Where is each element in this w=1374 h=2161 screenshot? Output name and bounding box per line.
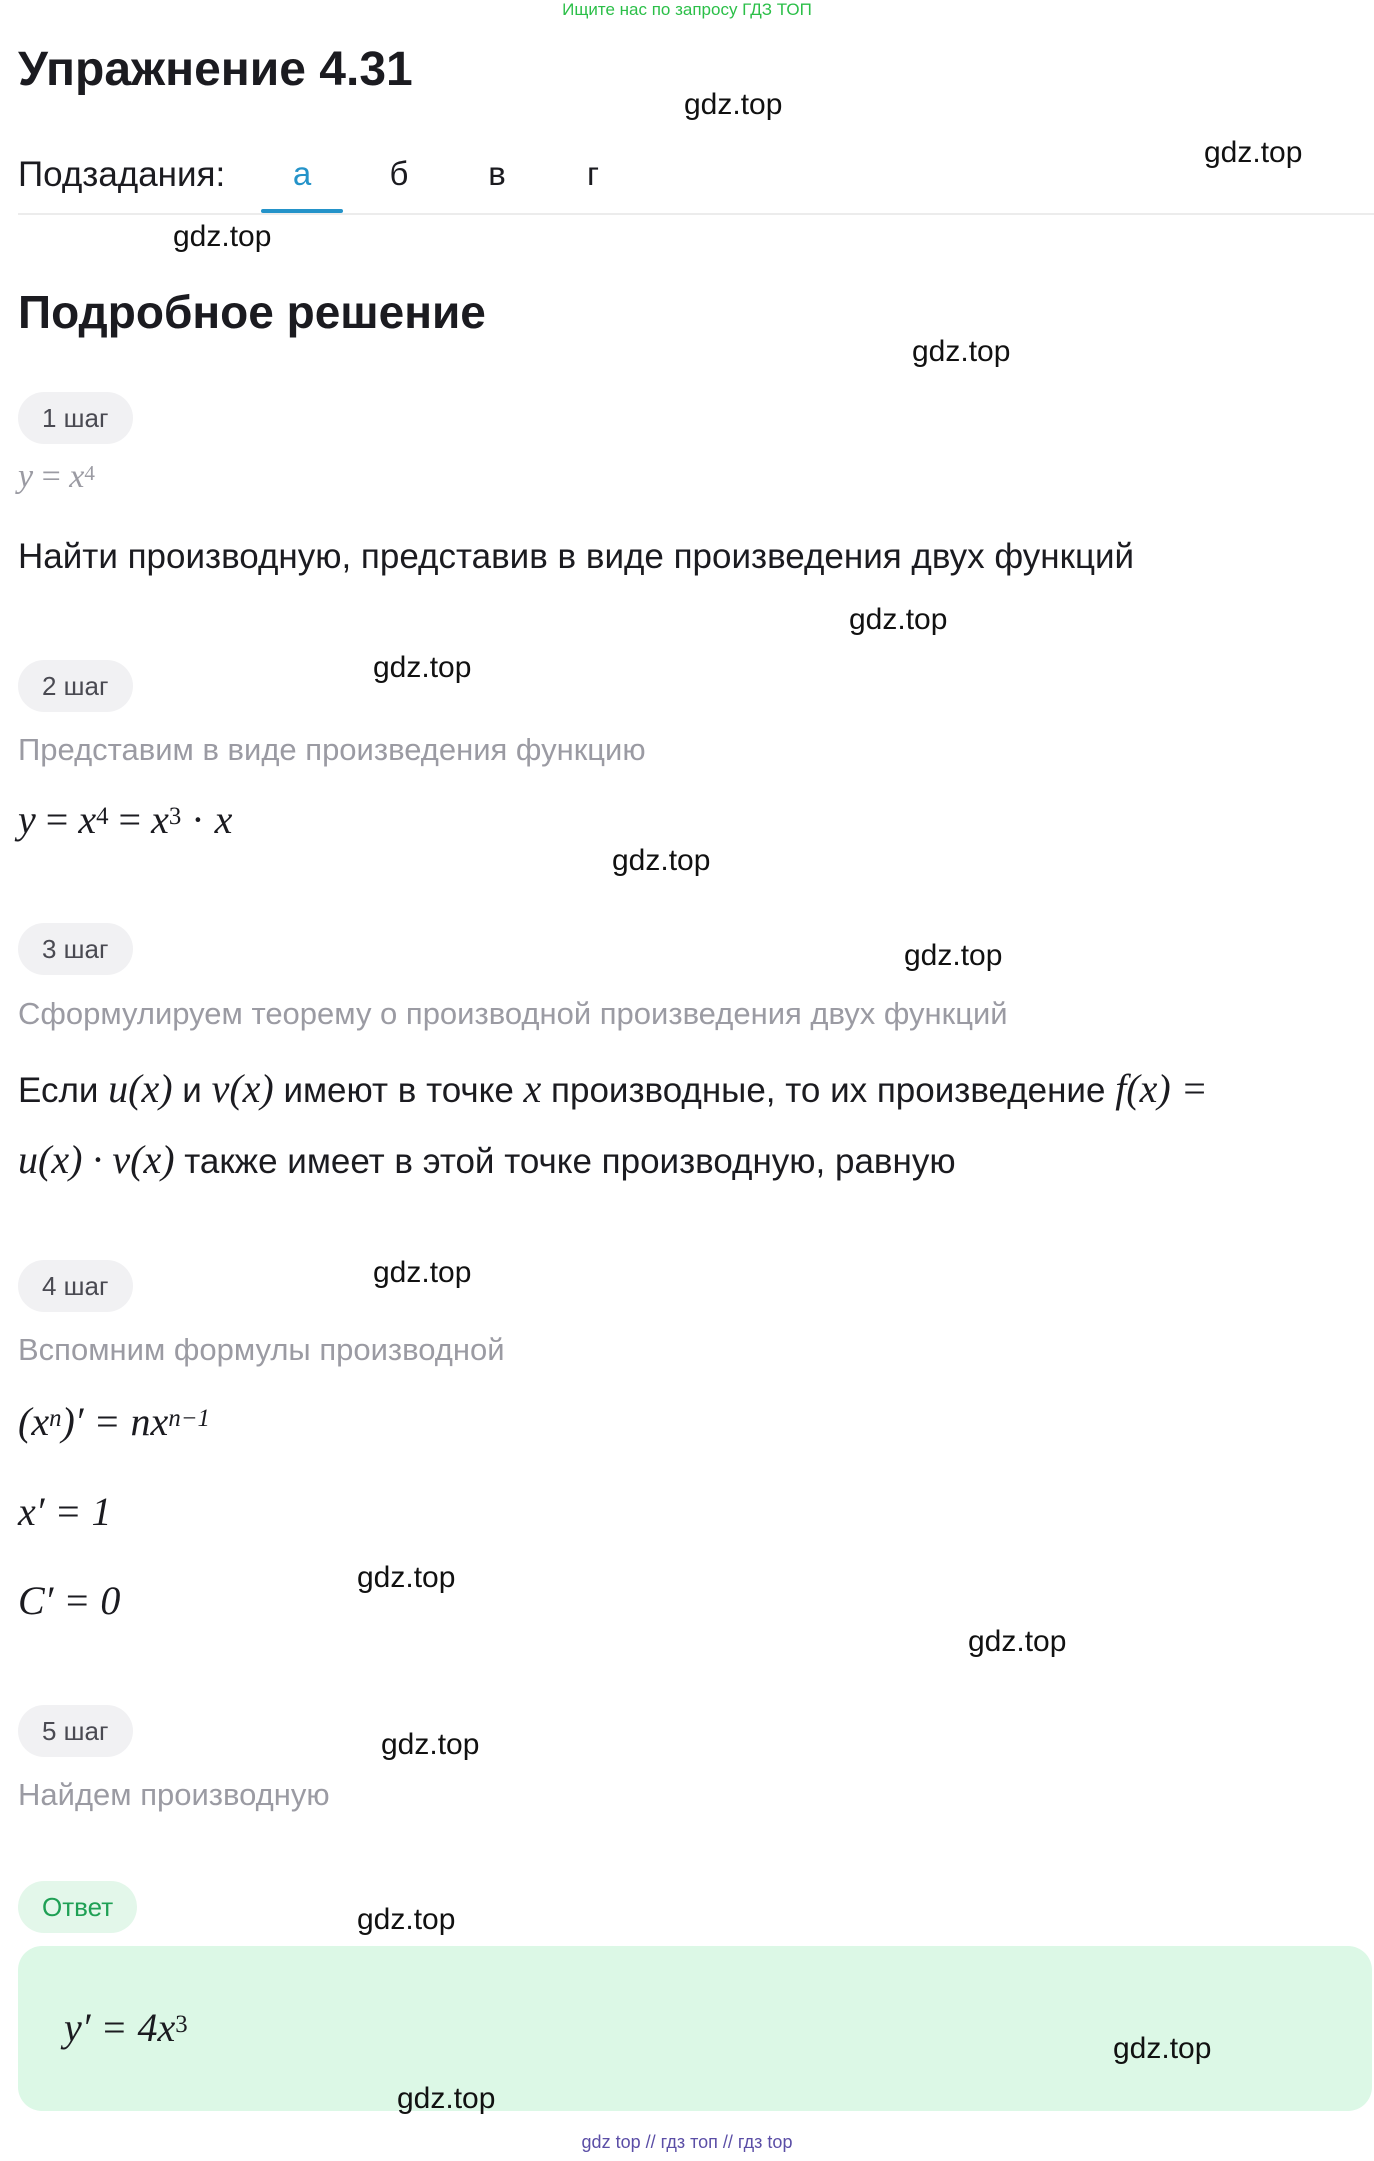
watermark: gdz.top: [968, 1625, 1067, 1658]
tabs-divider: [18, 213, 1374, 215]
tab-g[interactable]: г: [586, 155, 600, 192]
tab-b[interactable]: б: [389, 155, 409, 192]
solution-heading: Подробное решение: [18, 286, 486, 338]
answer-formula: $y' = 4x^3$: [64, 2005, 188, 2050]
step-3-theorem-line-1: Если u(x) и v(x) имеют в точке x производные, то их произведение f(x) =: [18, 1066, 1208, 1111]
watermark: gdz.top: [1113, 2032, 1212, 2065]
step-4-formula-x: x′ = 1: [18, 1489, 112, 1534]
watermark: gdz.top: [849, 603, 948, 636]
step-5-hint: Найдем производную: [18, 1777, 330, 1812]
step-1-text: Найти производную, представив в виде произведения двух функций: [18, 537, 1135, 576]
watermark: gdz.top: [373, 651, 472, 684]
step-4-badge: 4 шаг: [18, 1260, 133, 1312]
tab-v[interactable]: в: [488, 155, 506, 192]
step-1-formula: $y = x^4$: [18, 458, 95, 495]
step-2-formula: $y = x^4 = x^3 \cdot x$: [18, 797, 233, 842]
watermark: gdz.top: [1204, 136, 1303, 169]
step-1-badge: 1 шаг: [18, 392, 133, 444]
step-5-badge: 5 шаг: [18, 1705, 133, 1757]
step-3-hint: Сформулируем теорему о производной произведения двух функций: [18, 996, 1008, 1031]
watermark: gdz.top: [397, 2082, 496, 2115]
watermark: gdz.top: [912, 335, 1011, 368]
watermark: gdz.top: [612, 844, 711, 877]
watermark: gdz.top: [173, 220, 272, 253]
step-4-formula-power: $(x^n)' = nx^{n-1}$: [18, 1399, 210, 1444]
watermark: gdz.top: [373, 1256, 472, 1289]
step-4-formula-const: C′ = 0: [18, 1578, 121, 1623]
tab-a[interactable]: а: [292, 155, 312, 192]
step-4-hint: Вспомним формулы производной: [18, 1332, 505, 1367]
answer-badge: Ответ: [18, 1881, 137, 1933]
page-title: Упражнение 4.31: [18, 43, 413, 96]
footer-links[interactable]: gdz top // гдз топ // гдз top: [581, 2132, 793, 2152]
answer-box: [18, 1946, 1372, 2111]
watermark: gdz.top: [684, 88, 783, 121]
watermark: gdz.top: [357, 1561, 456, 1594]
step-2-badge: 2 шаг: [18, 660, 133, 712]
subtasks-label: Подзадания:: [18, 155, 226, 194]
step-3-badge: 3 шаг: [18, 923, 133, 975]
watermark: gdz.top: [357, 1903, 456, 1936]
step-2-hint: Представим в виде произведения функцию: [18, 732, 646, 767]
step-3-theorem-line-2: u(x) · v(x) также имеет в этой точке производную, равную: [18, 1137, 956, 1182]
watermark: gdz.top: [381, 1728, 480, 1761]
watermark: gdz.top: [904, 939, 1003, 972]
top-banner: Ищите нас по запросу ГДЗ ТОП: [562, 0, 812, 19]
